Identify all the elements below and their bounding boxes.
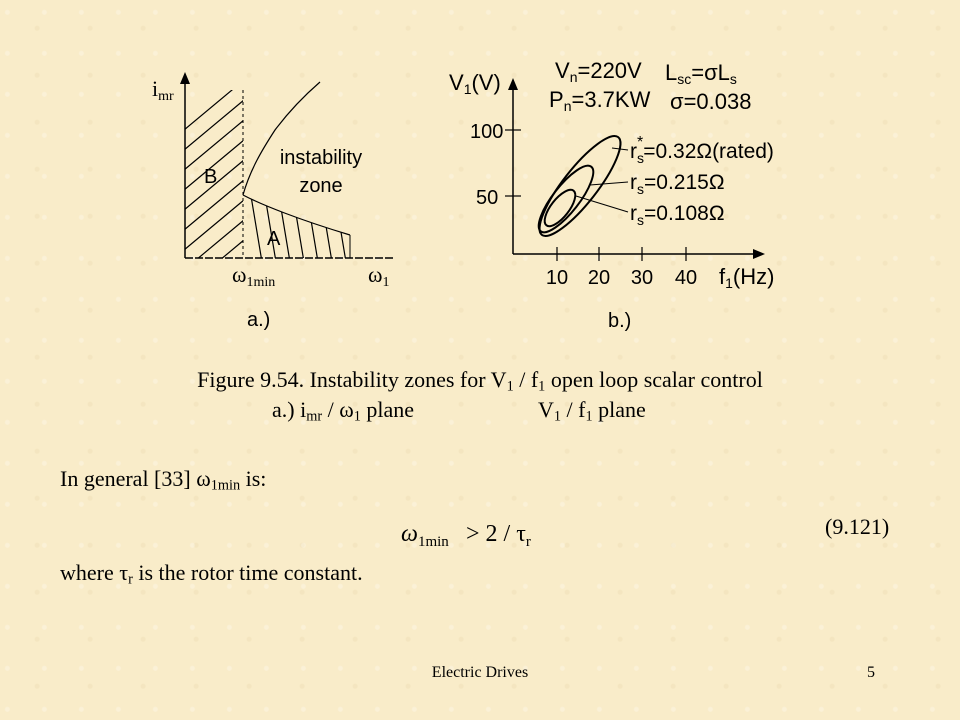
- page-number: 5: [867, 664, 875, 681]
- equation-number: (9.121): [825, 514, 890, 539]
- b-rated-voltage: Vn=220V: [555, 58, 642, 85]
- a-region-a-boundary: [243, 195, 350, 235]
- loop-rs-032: [528, 127, 631, 246]
- b-rs-rated-label: $r_s*=0.32\Omega(rated)$: [630, 134, 774, 166]
- a-panel-tag: a.): [247, 309, 271, 331]
- b-x-tick-label-30: 30: [630, 267, 654, 289]
- a-region-b-label: B: [204, 166, 218, 188]
- b-y-tick-label-50: 50: [476, 187, 499, 209]
- equation-9-121: [401, 521, 531, 550]
- b-x-tick-label-20: 20: [587, 267, 611, 289]
- figure-caption-line-2-right: $V_1 / f_1$ plane: [538, 397, 646, 425]
- b-leader-lines: [576, 148, 628, 212]
- a-y-axis-arrow: [180, 72, 190, 84]
- region-a-hatch: [250, 190, 360, 262]
- b-rs-0108-label: $r_s=0.108\Omega$: [630, 202, 725, 228]
- a-x-axis-label: ω1: [368, 262, 390, 290]
- footer-title: Electric Drives: [431, 664, 529, 681]
- b-x-axis-label: f1(Hz): [719, 264, 775, 291]
- b-panel-tag: b.): [608, 310, 632, 332]
- svg-text:> 2 / τr: > $2 / \tau_r$: [466, 521, 531, 550]
- b-rs-0215-label: $r_s=0.215\Omega$: [630, 171, 725, 197]
- intro-text: In general [33] $\omega_{1min}$ is:: [60, 466, 267, 494]
- figure-caption-line-1: Figure 9.54. Instability zones for $V_1 / f_1$ open loop scalar control: [197, 367, 763, 395]
- b-sigma: σ=0.038: [670, 89, 752, 114]
- figure-caption-line-2: a.) $i_{mr} / \omega_1$ plane: [272, 397, 414, 425]
- b-rated-power: Pn=3.7KW: [549, 87, 651, 114]
- b-y-axis-arrow: [508, 78, 518, 90]
- b-leakage-inductance: Lsc=σLs: [665, 60, 737, 87]
- b-x-tick-label-10: 10: [545, 267, 569, 289]
- b-x-tick-label-40: 40: [674, 267, 698, 289]
- svg-text:ω1min: $\omega_{1min}$: [401, 521, 449, 550]
- a-x-tick-omega-min: ω1min: [232, 262, 276, 290]
- panel-a: [152, 50, 395, 370]
- a-y-axis-label: imr: [152, 76, 174, 104]
- a-zone-label-2: zone: [299, 175, 343, 197]
- where-text: where $\tau_r$ is the rotor time constant.: [60, 560, 363, 588]
- panel-b: [449, 58, 774, 332]
- b-y-tick-label-100: 100: [470, 121, 504, 143]
- b-x-axis-arrow: [753, 249, 765, 259]
- b-stability-loops: [528, 127, 631, 246]
- a-region-a-label: A: [267, 228, 281, 250]
- b-y-axis-label: V1(V): [449, 70, 501, 97]
- a-zone-label-1: instability: [279, 147, 363, 169]
